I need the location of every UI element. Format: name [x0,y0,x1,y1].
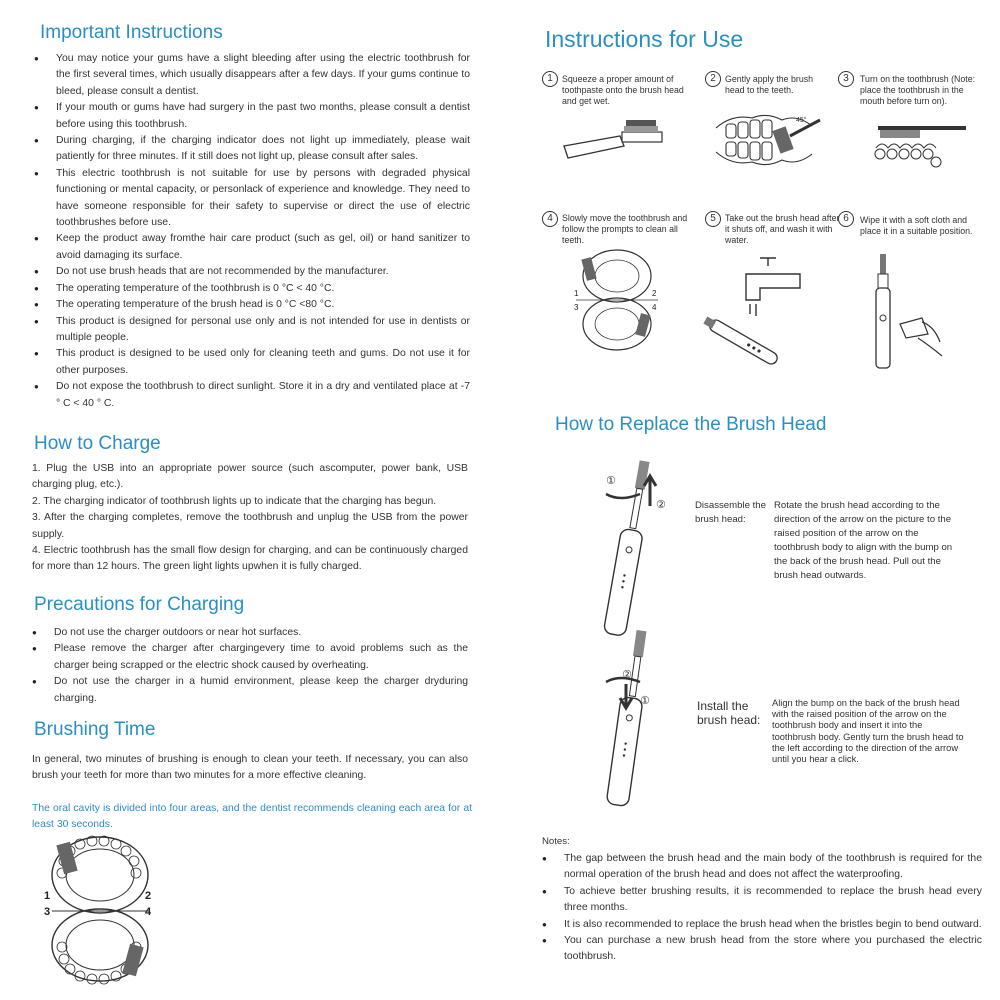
area-label-2: 2 [652,289,657,298]
step-number-4: 4 [542,211,558,227]
toothbrush-paste-illustration [560,112,680,162]
brushing-title: Brushing Time [34,719,156,740]
list-item: ● During charging, if the charging indicator does not light up immediately, please wait patiently for three minutes. If it still does not light up, please consult after sales. [34,133,470,166]
area-label-4: 4 [145,906,152,918]
step-5-text: Take out the brush head after it shuts off, and wash it with water. [725,213,840,245]
disassemble-text: Rotate the brush head according to the direction of the arrow on the picture to the raised position of the arrow on the toothbrush body to align with the bump on the back of the brush head. Pull out the brush head outwards. [774,500,953,581]
important-title: Important Instructions [40,22,223,43]
area-label-1: 1 [574,289,579,298]
step-6-text: Wipe it with a soft cloth and place it in a suitable position. [860,215,973,236]
area-label-3: 3 [574,303,579,312]
list-item: ● The operating temperature of the toothbrush is 0 °C < 40 °C. [34,281,470,297]
mark-2: ② [656,499,666,511]
step-number-2: 2 [705,71,721,87]
brushing-text: In general, two minutes of brushing is enough to clean your teeth. If necessary, you can also brush your teeth for more than two minutes for a more effective cleaning. [32,754,468,782]
step-4-text: Slowly move the toothbrush and follow the prompts to clean all teeth. [562,213,688,245]
step-1-text: Squeeze a proper amount of toothpaste onto the brush head and get wet. [562,74,684,106]
list-item: ● Keep the product away fromthe hair care product (such as gel, oil) or hand sanitizer to avoid damaging its surface. [34,231,470,264]
precautions-list [32,625,468,707]
angle-label: 45° [796,117,807,124]
list-item: ● The gap between the brush head and the main body of the toothbrush is required for the normal operation of the brush head and does not affect the waterproofing. [542,851,982,884]
list-item: 4. Electric toothbrush has the small flow design for charging, and can be continuously charged for more than 12 hours. The green light lights upwhen it is fully charged. [32,545,468,573]
list-item: ● Do not use brush heads that are not recommended by the manufacturer. [34,264,470,280]
list-item: ● It is also recommended to replace the brush head when the bristles begin to bend outward. [542,917,982,933]
area-label-4: 4 [652,303,657,312]
mouth-areas-small-diagram [572,248,662,352]
step-3-text: Turn on the toothbrush (Note: place the toothbrush in the mouth before turn on). [860,74,976,106]
precautions-title: Precautions for Charging [34,594,245,615]
notes-list [542,851,982,966]
toothbrush-in-mouth-illustration [870,118,970,178]
list-item: ● If your mouth or gums have had surgery in the past two months, please consult a dentist before using this toothbrush. [34,100,470,133]
list-item: 2. The charging indicator of toothbrush lights up to indicate that the charging has begun. [32,495,437,507]
area-label-3: 3 [44,906,51,918]
list-item: ● This electric toothbrush is not suitable for use by persons with degraded physical functioning or mental capacity, or personlack of experience and knowledge. They need to have someone responsible for their safety to supervise or direct the use of electric toothbrushes before use. [34,166,470,232]
area-label-2: 2 [145,890,152,902]
list-item: ● Please remove the charger after chargingevery time to avoid problems such as the charger being scrapped or the electric shock caused by overheating. [32,641,468,674]
list-item: ● Do not expose the toothbrush to direct sunlight. Store it in a dry and ventilated place at -7 ° C < 40 ° C. [34,379,470,412]
list-item: 3. After the charging completes, remove the toothbrush and unplug the USB from the power supply. [32,512,468,540]
step-number-1: 1 [542,71,558,87]
replace-title: How to Replace the Brush Head [555,414,827,435]
install-label: Install the brush head: [697,699,761,727]
toothbrush-wipe-illustration [870,252,950,372]
step-number-3: 3 [838,71,854,87]
list-item: ● You may notice your gums have a slight bleeding after using the electric toothbrush for the first several times, which usually disappears after a few days. If your gums continue to bleed, please consult a dentist. [34,51,470,100]
list-item: ● You can purchase a new brush head from the store where you purchased the electric toothbrush. [542,933,982,966]
list-item: ● This product is designed for personal use only and is not intended for use in dentists or multiple people. [34,314,470,347]
install-illustration [550,620,700,810]
list-item: 1. Plug the USB into an appropriate power source (such ascomputer, power bank, USB charging plug, etc.). [32,463,468,491]
step-2-text: Gently apply the brush head to the teeth. [725,74,814,95]
list-item: ● The operating temperature of the brush head is 0 °C <80 °C. [34,297,470,313]
disassemble-label: Disassemble the brush head: [695,500,766,525]
area-label-1: 1 [44,890,51,902]
mark-1: ① [606,475,616,487]
list-item: ● To achieve better brushing results, it is recommended to replace the brush head every three months. [542,884,982,917]
list-item: ● This product is designed to be used only for cleaning teeth and gums. Do not use it for other purposes. [34,346,470,379]
step-number-5: 5 [705,211,721,227]
mouth-areas-diagram [40,835,160,985]
step-number-6: 6 [838,211,854,227]
important-list [34,51,470,412]
install-text: Align the bump on the back of the brush head with the raised position of the arrow on the toothbrush body and insert it into the toothbrush body. Gently turn the brush head to the left according to the direction of the arrow until you hear a click. [772,698,964,765]
mark-2: ② [622,669,632,681]
brushing-note: The oral cavity is divided into four areas, and the dentist recommends cleaning each area for at least 30 seconds. [32,803,472,831]
faucet-wash-illustration [700,252,810,372]
teeth-brushing-illustration [712,110,822,170]
list-item: ● Do not use the charger outdoors or near hot surfaces. [32,625,468,641]
notes-title: Notes: [542,836,570,847]
disassemble-illustration [550,450,700,640]
list-item: ● Do not use the charger in a humid environment, please keep the charger dryduring charging. [32,674,468,707]
use-title: Instructions for Use [545,26,744,52]
charge-list [32,461,468,576]
charge-title: How to Charge [34,433,161,454]
mark-1: ① [640,695,650,707]
